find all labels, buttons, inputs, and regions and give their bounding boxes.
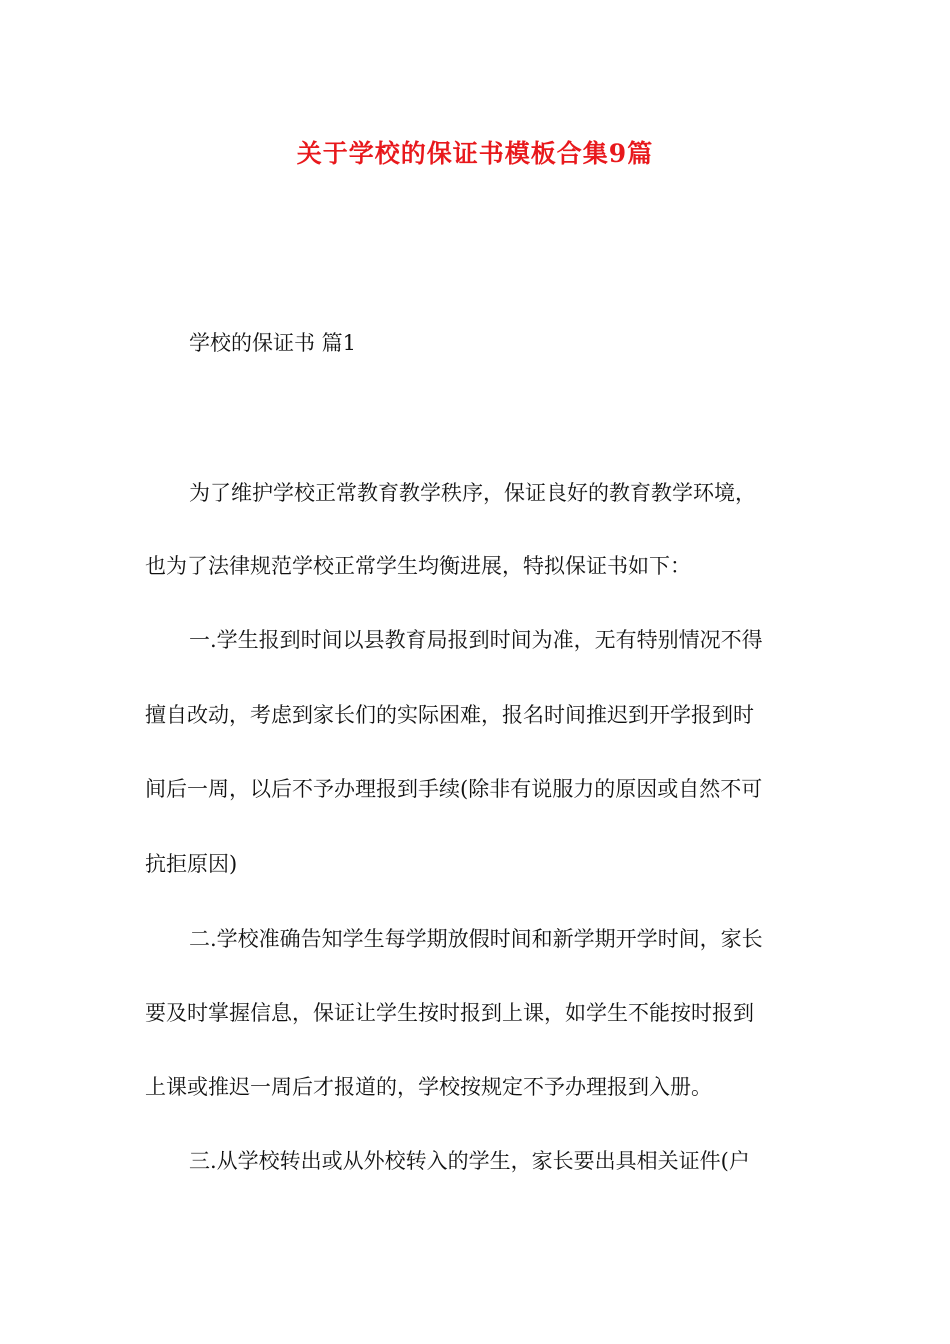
paragraph-line: 间后一周，以后不予办理报到手续(除非有说服力的原因或自然不可 [145, 777, 763, 801]
paragraph-line: 抗拒原因) [145, 852, 238, 876]
paragraph-line: 一.学生报到时间以县教育局报到时间为准，无有特别情况不得 [189, 628, 763, 652]
paragraph-line: 为了维护学校正常教育教学秩序，保证良好的教育教学环境， [189, 481, 756, 505]
paragraph-line: 要及时掌握信息，保证让学生按时报到上课，如学生不能按时报到 [145, 1001, 754, 1025]
paragraph-line: 擅自改动，考虑到家长们的实际困难，报名时间推迟到开学报到时 [145, 703, 754, 727]
paragraph-line: 二.学校准确告知学生每学期放假时间和新学期开学时间，家长 [189, 927, 763, 951]
paragraph-line: 三.从学校转出或从外校转入的学生，家长要出具相关证件(户 [189, 1149, 750, 1173]
section-heading: 学校的保证书 篇1 [189, 331, 357, 355]
paragraph-line: 上课或推迟一周后才报道的，学校按规定不予办理报到入册。 [145, 1075, 712, 1099]
document-title: 关于学校的保证书模板合集9篇 [296, 139, 654, 168]
paragraph-line: 也为了法律规范学校正常学生均衡进展，特拟保证书如下： [145, 554, 691, 578]
